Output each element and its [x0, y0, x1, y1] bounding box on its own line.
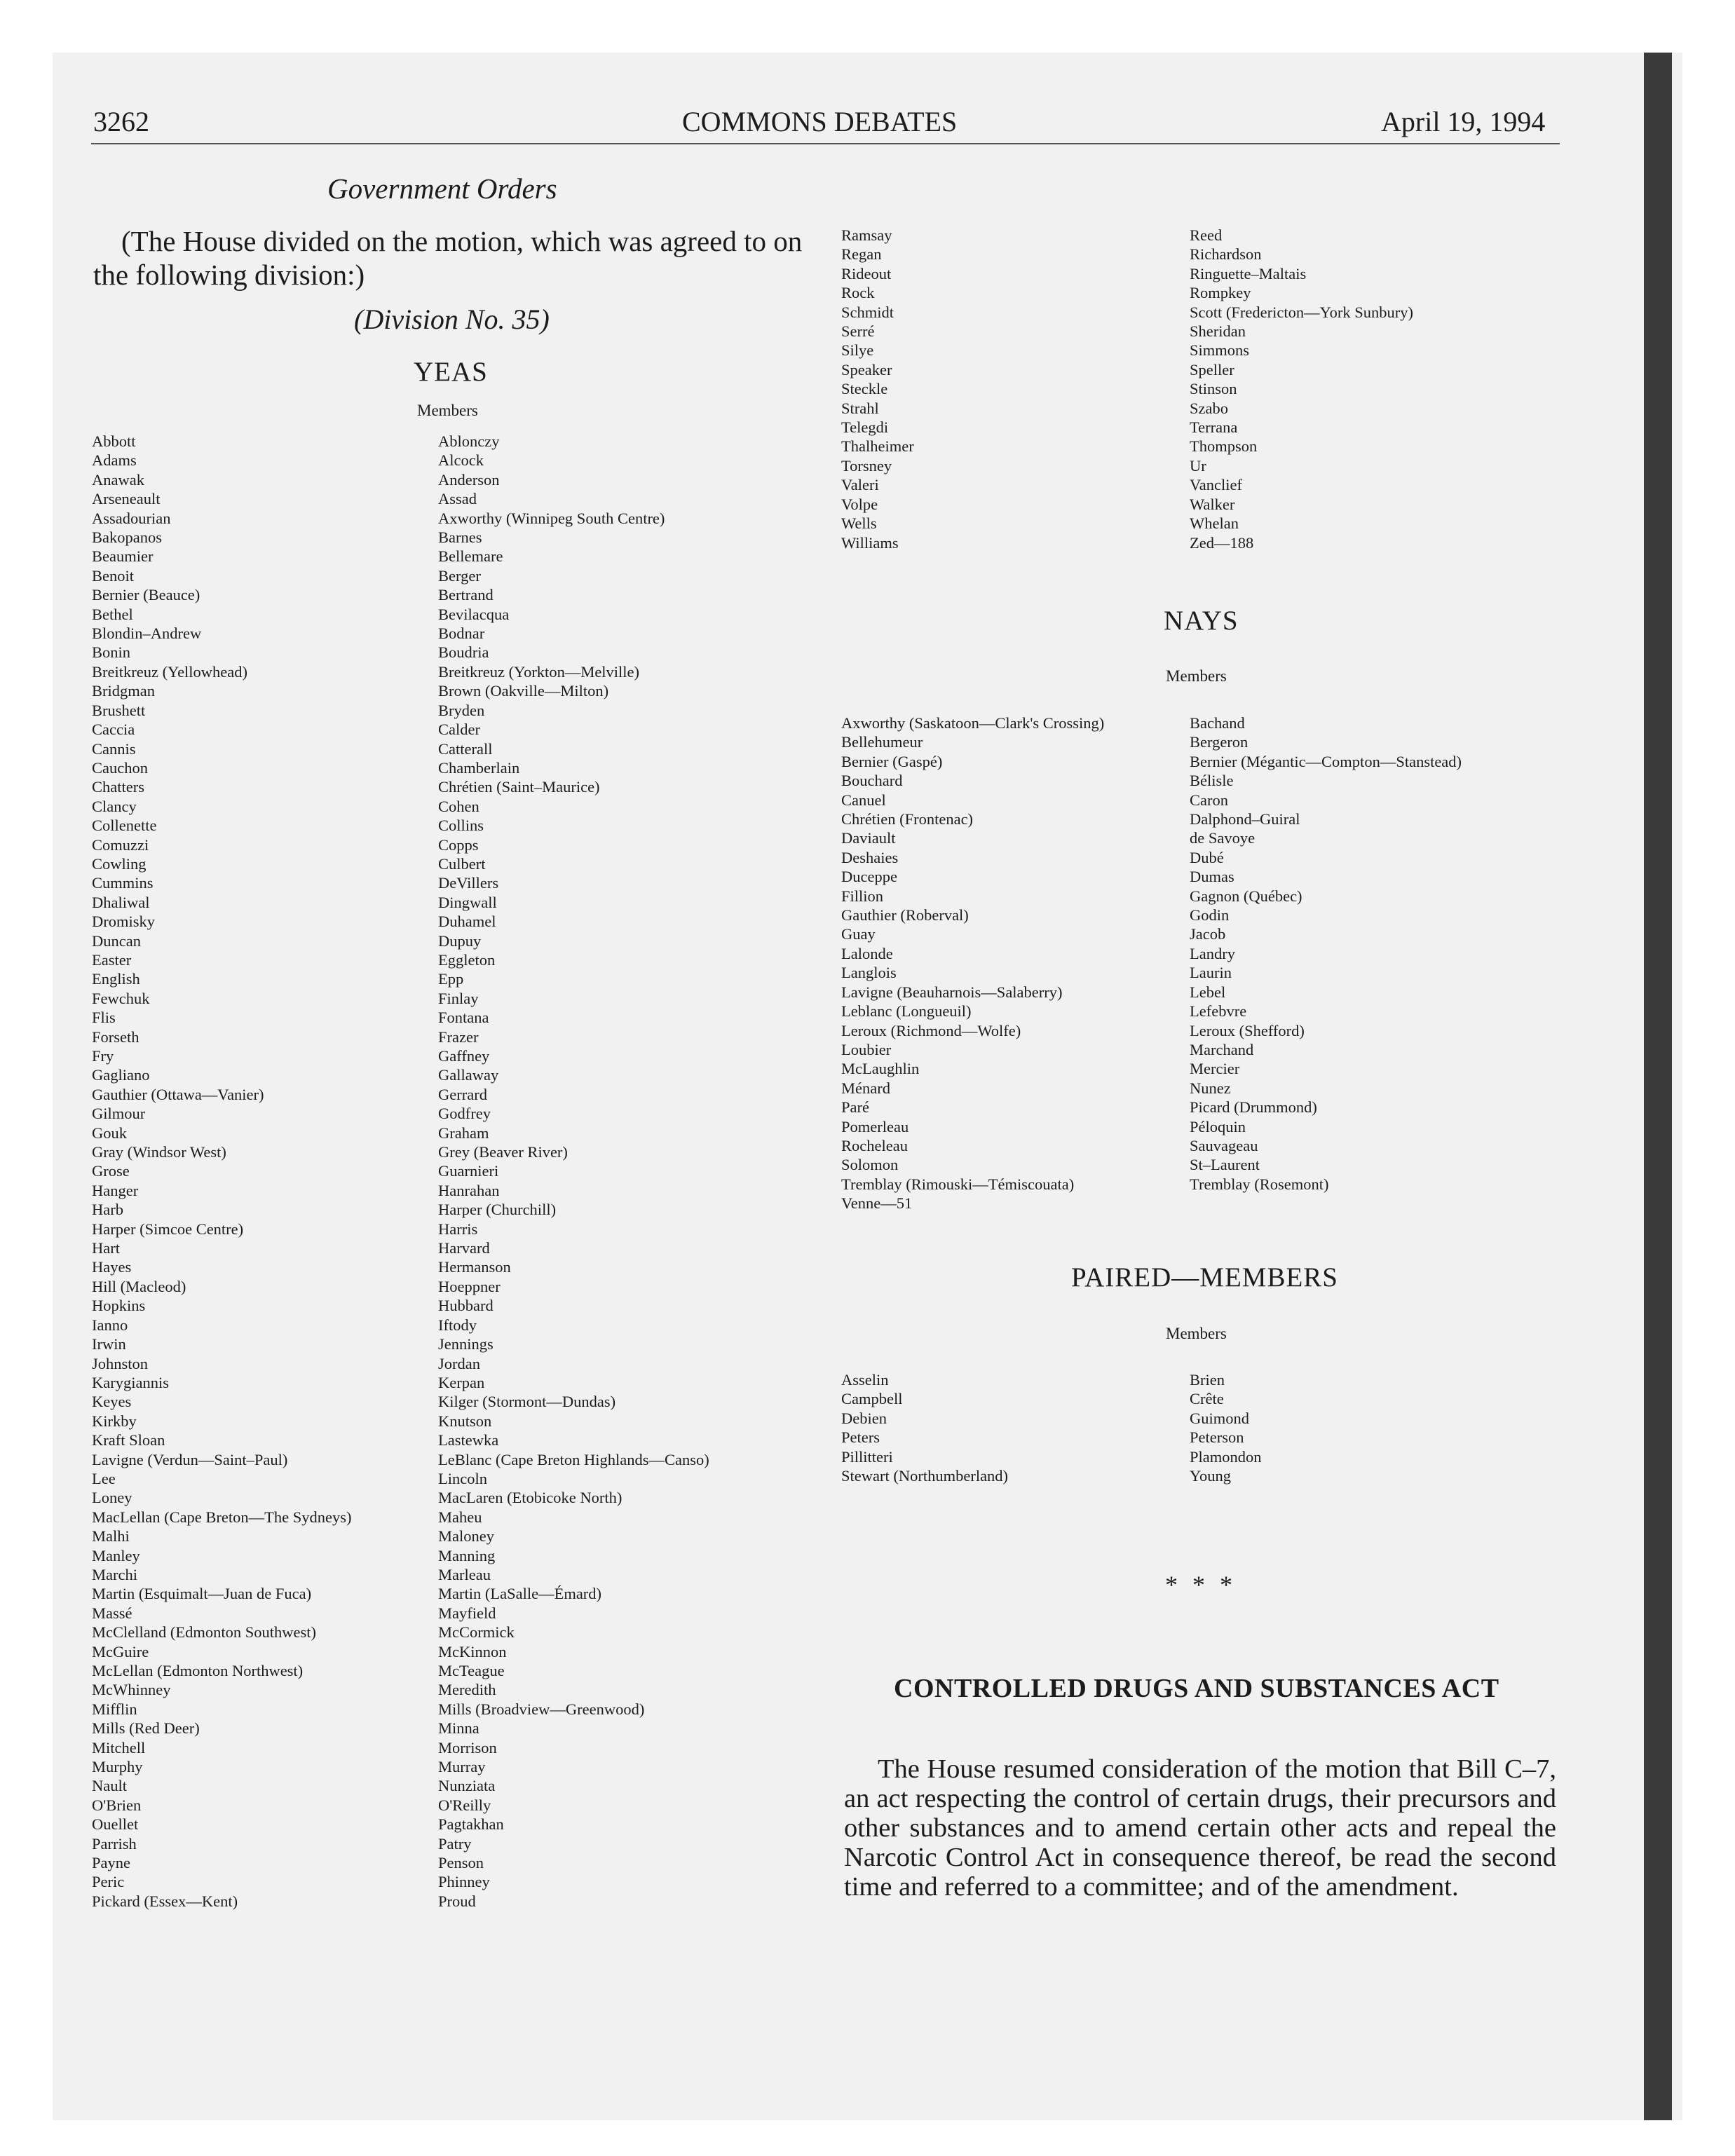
member-name: Mitchell	[92, 1738, 146, 1756]
member-name: Culbert	[438, 854, 486, 873]
member-name: Hanrahan	[438, 1181, 500, 1199]
member-name: MacLellan (Cape Breton—The Sydneys)	[92, 1508, 352, 1526]
member-name: Langlois	[841, 964, 897, 982]
member-name: Duncan	[92, 932, 141, 950]
member-name: Massé	[92, 1604, 132, 1622]
member-name: Campbell	[841, 1390, 903, 1408]
member-name: Speaker	[841, 360, 892, 378]
member-name: Cannis	[92, 739, 136, 758]
member-name: Paré	[841, 1098, 869, 1117]
member-name: Grey (Beaver River)	[438, 1143, 568, 1161]
member-name: Gilmour	[92, 1105, 146, 1123]
member-name: Lefebvre	[1190, 1002, 1247, 1021]
member-name: Ablonczy	[438, 432, 500, 450]
member-name: Lavigne (Beauharnois—Salaberry)	[841, 983, 1063, 1001]
member-name: Morrison	[438, 1738, 497, 1756]
member-name: de Savoye	[1190, 829, 1256, 847]
member-name: Daviault	[841, 829, 896, 847]
member-name: Marleau	[438, 1565, 491, 1583]
member-name: Peterson	[1190, 1428, 1244, 1447]
member-name: Gray (Windsor West)	[92, 1143, 226, 1161]
member-name: Penson	[438, 1854, 484, 1872]
member-name: Alcock	[438, 451, 484, 470]
member-name: Plamondon	[1190, 1447, 1262, 1466]
division-intro-paragraph: (The House divided on the motion, which was agreed to on the following division:)	[93, 225, 803, 291]
member-name: Flis	[92, 1009, 116, 1027]
member-name: Abbott	[92, 432, 136, 450]
member-name: Tremblay (Rimouski—Témiscouata)	[841, 1175, 1075, 1193]
member-name: Lastewka	[438, 1431, 499, 1449]
member-name: Mayfield	[438, 1604, 496, 1622]
member-name: Anawak	[92, 470, 144, 489]
member-name: Clancy	[92, 797, 137, 815]
member-name: Chatters	[92, 778, 144, 796]
member-name: Breitkreuz (Yorkton—Melville)	[438, 662, 640, 681]
member-name: Mills (Red Deer)	[92, 1719, 200, 1738]
member-name: Dalphond–Guiral	[1190, 810, 1300, 828]
member-name: Kilger (Stormont—Dundas)	[438, 1393, 616, 1411]
member-name: Loney	[92, 1489, 132, 1507]
member-name: Martin (LaSalle—Émard)	[438, 1585, 602, 1603]
member-name: Ramsay	[841, 226, 892, 244]
member-name: Meredith	[438, 1681, 496, 1699]
member-name: Anderson	[438, 470, 500, 489]
member-name: Rocheleau	[841, 1136, 908, 1154]
act-title: CONTROLLED DRUGS AND SUBSTANCES ACT	[894, 1674, 1499, 1703]
member-name: Knutson	[438, 1412, 492, 1430]
yeas-heading: YEAS	[414, 357, 488, 387]
member-name: Epp	[438, 970, 464, 988]
member-name: Bouchard	[841, 772, 903, 790]
nays-members-label: Members	[1166, 667, 1227, 685]
member-name: Martin (Esquimalt—Juan de Fuca)	[92, 1585, 312, 1603]
yeas-members-label: Members	[417, 402, 478, 419]
member-name: Bergeron	[1190, 733, 1248, 751]
member-name: Marchand	[1190, 1040, 1254, 1058]
member-name: McGuire	[92, 1642, 149, 1660]
member-name: Leroux (Shefford)	[1190, 1021, 1305, 1039]
member-name: Young	[1190, 1467, 1231, 1485]
member-name: Bertrand	[438, 586, 494, 604]
member-name: Walker	[1190, 495, 1235, 513]
member-name: Harb	[92, 1201, 123, 1219]
member-name: Volpe	[841, 495, 878, 513]
member-name: O'Reilly	[438, 1796, 491, 1814]
section-separator: * * *	[1165, 1571, 1237, 1599]
member-name: O'Brien	[92, 1796, 142, 1814]
member-name: Collins	[438, 817, 484, 835]
member-name: Telegdi	[841, 418, 889, 437]
member-name: Guay	[841, 925, 876, 943]
act-paragraph: The House resumed consideration of the motion that Bill C–7, an act respecting the control of certain drugs, their precursors and other substances and to amend certain other acts and repeal the Narcotic Control Act in consequence thereof, be read the second time and referred to a committee; and of the amendment.	[844, 1754, 1556, 1902]
member-name: Nunziata	[438, 1777, 496, 1795]
member-name: Barnes	[438, 528, 482, 547]
publication-title: COMMONS DEBATES	[682, 106, 958, 137]
member-name: Johnston	[92, 1354, 149, 1372]
member-name: Caccia	[92, 721, 135, 739]
member-name: Bernier (Gaspé)	[841, 752, 943, 770]
member-name: Godfrey	[438, 1105, 491, 1123]
member-name: Lebel	[1190, 983, 1226, 1001]
member-name: Chrétien (Frontenac)	[841, 810, 974, 828]
member-name: Cauchon	[92, 758, 148, 777]
member-name: Sheridan	[1190, 322, 1246, 341]
member-name: Easter	[92, 950, 132, 969]
member-name: Bevilacqua	[438, 605, 510, 623]
member-name: Williams	[841, 533, 899, 552]
member-name: Benoit	[92, 566, 134, 585]
member-name: Ouellet	[92, 1815, 139, 1834]
member-name: Harper (Churchill)	[438, 1201, 557, 1219]
member-name: Zed—188	[1190, 533, 1254, 552]
member-name: Godin	[1190, 906, 1230, 925]
member-name: LeBlanc (Cape Breton Highlands—Canso)	[438, 1450, 709, 1468]
member-name: Brown (Oakville—Milton)	[438, 682, 609, 700]
member-name: Calder	[438, 721, 480, 739]
member-name: Szabo	[1190, 399, 1228, 417]
member-name: Stinson	[1190, 380, 1237, 398]
member-name: Bachand	[1190, 714, 1245, 732]
member-name: Gagnon (Québec)	[1190, 887, 1302, 905]
member-name: Dingwall	[438, 893, 497, 911]
paired-column-1	[841, 1370, 1008, 1485]
member-name: Ménard	[841, 1079, 890, 1097]
member-name: Rideout	[841, 264, 892, 282]
yeas-column-2	[438, 432, 709, 1911]
member-name: Fillion	[841, 887, 884, 905]
member-name: Strahl	[841, 399, 879, 417]
member-name: Lavigne (Verdun—Saint–Paul)	[92, 1450, 288, 1468]
member-name: Kraft Sloan	[92, 1431, 165, 1449]
member-name: Gauthier (Ottawa—Vanier)	[92, 1085, 264, 1103]
member-name: Iftody	[438, 1316, 477, 1334]
member-name: Dromisky	[92, 913, 155, 931]
header-rule	[91, 143, 1560, 144]
member-name: Rompkey	[1190, 284, 1251, 302]
member-name: Mercier	[1190, 1060, 1240, 1078]
member-name: McClelland (Edmonton Southwest)	[92, 1623, 316, 1642]
member-name: McWhinney	[92, 1681, 171, 1699]
member-name: English	[92, 970, 140, 988]
member-name: Asselin	[841, 1371, 889, 1389]
member-name: Caron	[1190, 791, 1228, 809]
member-name: Harvard	[438, 1239, 490, 1257]
member-name: Boudria	[438, 643, 489, 662]
member-name: Hermanson	[438, 1258, 511, 1276]
member-name: Scott (Fredericton—York Sunbury)	[1190, 303, 1413, 321]
member-name: Lalonde	[841, 944, 893, 962]
page-date: April 19, 1994	[1381, 106, 1546, 137]
member-name: Phinney	[438, 1873, 490, 1891]
member-name: Berger	[438, 566, 481, 585]
member-name: Landry	[1190, 944, 1235, 962]
member-name: Ringuette–Maltais	[1190, 264, 1307, 282]
member-name: Whelan	[1190, 514, 1239, 533]
member-name: Hopkins	[92, 1297, 146, 1315]
member-name: Bellehumeur	[841, 733, 923, 751]
member-name: Comuzzi	[92, 835, 149, 854]
member-name: Fewchuk	[92, 989, 150, 1007]
member-name: Lee	[92, 1469, 116, 1487]
member-name: Crête	[1190, 1390, 1224, 1408]
member-name: Pickard (Essex—Kent)	[92, 1892, 238, 1910]
member-name: Copps	[438, 835, 479, 854]
member-name: McKinnon	[438, 1642, 507, 1660]
member-name: Ur	[1190, 456, 1206, 475]
member-name: Pagtakhan	[438, 1815, 504, 1834]
member-name: Canuel	[841, 791, 886, 809]
member-name: Guimond	[1190, 1409, 1250, 1427]
member-name: Harper (Simcoe Centre)	[92, 1220, 244, 1238]
member-name: Brushett	[92, 701, 146, 719]
member-name: Payne	[92, 1854, 130, 1872]
member-name: Manning	[438, 1546, 496, 1564]
member-name: Duceppe	[841, 868, 897, 886]
paired-heading: PAIRED—MEMBERS	[1071, 1262, 1338, 1292]
member-name: Deshaies	[841, 848, 899, 866]
member-name: Chrétien (Saint–Maurice)	[438, 778, 600, 796]
member-name: Mills (Broadview—Greenwood)	[438, 1700, 645, 1718]
member-name: Bryden	[438, 701, 485, 719]
member-name: Valeri	[841, 476, 879, 494]
member-name: Arseneault	[92, 490, 161, 508]
member-name: Reed	[1190, 226, 1223, 244]
member-name: Adams	[92, 451, 137, 470]
member-name: Nunez	[1190, 1079, 1231, 1097]
member-name: Schmidt	[841, 303, 894, 321]
member-name: Frazer	[438, 1028, 479, 1046]
member-name: Bridgman	[92, 682, 155, 700]
member-name: Pillitteri	[841, 1447, 893, 1466]
member-name: Gauthier (Roberval)	[841, 906, 969, 925]
member-name: Cowling	[92, 854, 147, 873]
member-name: Maloney	[438, 1527, 494, 1546]
member-name: Vanclief	[1190, 476, 1242, 494]
division-label: (Division No. 35)	[354, 303, 550, 335]
member-name: Picard (Drummond)	[1190, 1098, 1317, 1117]
member-name: Stewart (Northumberland)	[841, 1467, 1009, 1485]
member-name: Kerpan	[438, 1373, 485, 1391]
member-name: Speller	[1190, 360, 1234, 378]
member-name: Dhaliwal	[92, 893, 150, 911]
yeas-column-1	[92, 432, 352, 1911]
member-name: Catterall	[438, 739, 493, 758]
member-name: Solomon	[841, 1156, 899, 1174]
nays-column-2	[1190, 714, 1462, 1194]
member-name: Venne—51	[841, 1194, 913, 1213]
member-name: St–Laurent	[1190, 1156, 1260, 1174]
member-name: Manley	[92, 1546, 140, 1564]
member-name: Debien	[841, 1409, 887, 1427]
member-name: Mifflin	[92, 1700, 137, 1718]
member-name: Silye	[841, 341, 874, 360]
member-name: Leroux (Richmond—Wolfe)	[841, 1021, 1021, 1039]
member-name: Irwin	[92, 1335, 126, 1353]
nays-heading: NAYS	[1164, 606, 1239, 636]
yeas-column-4	[1190, 226, 1413, 552]
member-name: Bernier (Mégantic—Compton—Stanstead)	[1190, 752, 1462, 770]
member-name: Thompson	[1190, 437, 1258, 456]
member-name: MacLaren (Etobicoke North)	[438, 1489, 622, 1507]
member-name: Harris	[438, 1220, 478, 1238]
member-name: Blondin–Andrew	[92, 625, 202, 643]
member-name: Jacob	[1190, 925, 1226, 943]
section-heading: Government Orders	[327, 172, 557, 205]
member-name: Bonin	[92, 643, 131, 662]
member-name: Terrana	[1190, 418, 1238, 437]
member-name: Bethel	[92, 605, 133, 623]
member-name: Leblanc (Longueuil)	[841, 1002, 972, 1021]
member-name: Gagliano	[92, 1066, 150, 1084]
member-name: Finlay	[438, 989, 479, 1007]
member-name: Hayes	[92, 1258, 132, 1276]
member-name: Steckle	[841, 380, 888, 398]
member-name: Assad	[438, 490, 477, 508]
member-name: DeVillers	[438, 874, 499, 892]
member-name: McCormick	[438, 1623, 515, 1642]
member-name: Grose	[92, 1162, 130, 1180]
member-name: Forseth	[92, 1028, 140, 1046]
member-name: Sauvageau	[1190, 1136, 1258, 1154]
member-name: Eggleton	[438, 950, 496, 969]
member-name: Jordan	[438, 1354, 480, 1372]
member-name: Hill (Macleod)	[92, 1277, 186, 1295]
member-name: McLellan (Edmonton Northwest)	[92, 1662, 304, 1679]
member-name: Graham	[438, 1124, 489, 1142]
member-name: Gallaway	[438, 1066, 499, 1084]
member-name: Nault	[92, 1777, 127, 1795]
nays-column-1	[841, 714, 1104, 1213]
member-name: Hart	[92, 1239, 120, 1257]
member-name: Chamberlain	[438, 758, 520, 777]
member-name: Peric	[92, 1873, 125, 1891]
member-name: Hoeppner	[438, 1277, 501, 1295]
member-name: Péloquin	[1190, 1117, 1246, 1135]
member-name: Maheu	[438, 1508, 482, 1526]
page-number: 3262	[93, 106, 149, 137]
member-name: Bélisle	[1190, 772, 1234, 790]
member-name: Torsney	[841, 456, 892, 475]
member-name: Fry	[92, 1047, 114, 1065]
member-name: Peters	[841, 1428, 880, 1447]
member-name: Keyes	[92, 1393, 132, 1411]
yeas-column-3	[841, 226, 914, 552]
member-name: Cummins	[92, 874, 154, 892]
member-name: Hubbard	[438, 1297, 494, 1315]
member-name: Regan	[841, 245, 882, 264]
member-name: Thalheimer	[841, 437, 914, 456]
member-name: Pomerleau	[841, 1117, 909, 1135]
member-name: Bernier (Beauce)	[92, 586, 200, 604]
member-name: Richardson	[1190, 245, 1262, 264]
member-name: Ianno	[92, 1316, 128, 1334]
member-name: Duhamel	[438, 913, 496, 931]
member-name: Collenette	[92, 817, 157, 835]
member-name: Axworthy (Saskatoon—Clark's Crossing)	[841, 714, 1105, 732]
member-name: Gaffney	[438, 1047, 490, 1065]
member-name: Cohen	[438, 797, 479, 815]
member-name: Wells	[841, 514, 877, 533]
member-name: Bodnar	[438, 625, 485, 643]
member-name: Marchi	[92, 1565, 137, 1583]
member-name: Murphy	[92, 1758, 143, 1776]
member-name: Dupuy	[438, 932, 482, 950]
member-name: Dubé	[1190, 848, 1224, 866]
member-name: Laurin	[1190, 964, 1232, 982]
member-name: Tremblay (Rosemont)	[1190, 1175, 1329, 1193]
member-name: Lincoln	[438, 1469, 487, 1487]
member-name: Beaumier	[92, 547, 154, 566]
member-name: Axworthy (Winnipeg South Centre)	[438, 509, 665, 527]
member-name: Bellemare	[438, 547, 503, 566]
member-name: Jennings	[438, 1335, 494, 1353]
member-name: Bakopanos	[92, 528, 162, 547]
member-name: Guarnieri	[438, 1162, 499, 1180]
member-name: Karygiannis	[92, 1373, 169, 1391]
member-name: Gouk	[92, 1124, 127, 1142]
member-name: Patry	[438, 1834, 472, 1853]
paired-column-2	[1190, 1370, 1262, 1485]
member-name: Murray	[438, 1758, 486, 1776]
member-name: Fontana	[438, 1009, 489, 1027]
member-name: Gerrard	[438, 1085, 487, 1103]
member-name: Loubier	[841, 1040, 892, 1058]
member-name: Proud	[438, 1892, 476, 1910]
member-name: Serré	[841, 322, 875, 341]
member-name: Dumas	[1190, 868, 1234, 886]
paired-members-label: Members	[1166, 1325, 1227, 1342]
member-name: Malhi	[92, 1527, 130, 1546]
member-name: Parrish	[92, 1834, 137, 1853]
member-name: Minna	[438, 1719, 479, 1738]
member-name: Hanger	[92, 1181, 139, 1199]
member-name: Brien	[1190, 1371, 1225, 1389]
member-name: Assadourian	[92, 509, 171, 527]
member-name: McLaughlin	[841, 1060, 920, 1078]
member-name: McTeague	[438, 1662, 505, 1679]
member-name: Rock	[841, 284, 875, 302]
member-name: Kirkby	[92, 1412, 137, 1430]
scan-edge-shadow	[1644, 53, 1672, 2120]
member-name: Simmons	[1190, 341, 1250, 360]
member-name: Breitkreuz (Yellowhead)	[92, 662, 248, 681]
